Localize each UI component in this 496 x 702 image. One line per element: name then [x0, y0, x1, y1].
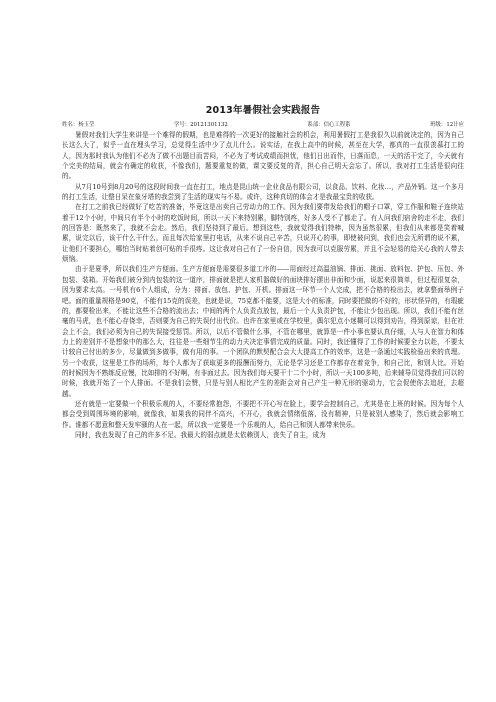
- name-value: 杨玉莹: [78, 122, 95, 128]
- department-label: 系部：: [307, 122, 324, 128]
- student-id-field: [174, 120, 228, 130]
- paragraph: 暑假对我们大学生来讲是一个难得的假期，也是难得的一次更好的接触社会的机会，利用暑假打工是我很久以前就决定的，因为自己长这么大了，似乎一直在埋头学习，总觉得生活中少了点儿什么。说实话，在我上高中的时候，甚至在大学，都真的一直很羡慕打工的人，因为那时我认为他们不必为了做不出题目而苦闷，不必为了考试成绩而担忧，他们日出而作，日落而息，一天的活干完了，今天就有个完美的结局，就会有确定的收获，不像我们，题要重复的做，课文要反复的背，担心自己明天会忘了。所以，我对打工生活是很向往的。: [62, 131, 464, 181]
- paragraph: 从7月10号到8月20号的这段时间我一直在打工，地点是昆山统一企业食品有限公司，以食品、饮料、化妆…，产品外销。这一个多月的打工生活，让整日呆在象牙塔的我尝到了生活的现实与不易。或许，这种真切的体会才是我最宝贵的收获。: [62, 182, 464, 202]
- name-label: 姓名：: [62, 122, 79, 128]
- department-field: [307, 120, 350, 130]
- student-id-value: 20121301132: [190, 122, 228, 128]
- paragraph: 在打工之前我已经做好了吃苦的准备，毕竟这是出卖自己劳动力的工作。因为我们要带发给我们的帽子口罩，穿工作服和鞋子连续站着干12个小时，中间只有半个小时的吃饭时间，所以一天下来特别累，脚特别疼，好多人受不了都走了。有人问我们宿舍的走不走，我们的回答是：既然来了，我就不会走。然后，我们坚持到了最后。想到这些，我就觉得我们特棒，因为虽然很累，但我们从来都是笑着喊累，说完以后，该干什么干什么，而且每次给家里打电话，从来不说自己辛苦，只说开心的事，即使被问到，我们也会无所谓的说不累，让他们不要担心，哪怕当时贴着创可贴的手很疼。这让我对自己有了一份自信，因为我可以克服劳累，并且不会轻易的给关心我的人带去烦恼。: [62, 203, 464, 264]
- class-value: 12计应: [446, 122, 464, 128]
- class-label: 班级：: [430, 122, 447, 128]
- class-field: [430, 120, 464, 130]
- paragraph: 由于是夏季，所以我们生产方便面。生产方便面是需要很多道工序的——用面经过高温油锅、排面、挑面、放料包、护包、压包、外包装、装箱。开始我们被分到内包装的这一道序，排面就是把人家机器做好的面块排好摆出非面和少面，说起来很简单，但过程很复杂，因为要求太高。一号机有6个人组成，分为：排面、放包、护包、开机。排面这一环节一个人完成，把不合格的检出去，就拿整面举例子吧。面的重量规格是90克，不能有15克的误差，也就是说，75克都不能要，这是大小的标准，同时要把做的不好的，形状怪异的，有瑕疵的，都要检出来，不能让这些不合格的流出去；中间的两个人负责点放包，最后一个人负责护包，不能让少包出现。所以，我们不能有丝毫的马虎，也不能心存侥幸，否则要为自己的失误付出代价。也许在家里或在学校里，偶尔犯点小迷糊可以得到劝告，得到原谅，但在社会上不会，我们必须为自己的失误接受惩罚。所以，以后不管做什么事，不管在哪里，就算是一件小事也要认真仔细，人与人在智力和体力上的差别并不是想象中的那么大，往往是一些细节生的动力夫决定事情完成的质量。同时，我还懂得了工作的时候要全力以赴，不要太计较自己付出的多少，尽量做到多做事，做有用的事。一个团队的默契配合会大大提高工作的效率，这是一条通过实践检验出来的真理。另一个收获，这里是工作的场所，每个人都为了获取更多的报酬而努力，无论是学习还是工作都存在着竞争，和自己比，和别人比。开始的时候因为不熟练反应慢，比如排的不好啊，有非面过去。因为我们每天要干十二个小时，所以一天100多吨，后来辅导员觉得我们可以的时候，我就开始了一个人排面。不是我们会赞，只是与别人相比产生的差距会对自己产生一种无形的驱动力，它会促使你去追赶，去超越。: [62, 265, 464, 398]
- student-id-label: 学号：: [173, 122, 191, 128]
- student-info-row: [62, 120, 464, 130]
- document-title: 2013年暑假社会实践报告: [205, 105, 321, 116]
- name-field: [62, 120, 94, 130]
- department-value: 信心工程系: [323, 122, 351, 128]
- report-body: [62, 130, 464, 440]
- paragraph: 同时，我也发现了自己的许多不足。我最大的弱点就是太依赖别人，丧失了自主，成为: [75, 430, 326, 439]
- paragraph: 还有就是一定要做一个积极乐观的人，不要经常抱怨，不要把不开心写在脸上，要学会控制自己，尤其是在上班的时候。因为每个人都会受到周围环境的影响，就像我，如果我的同伴不高兴，不开心，我就会情绪低落，没有精神，只是被别人感染了，然后就会影响工作。谁都不愿意和整天发牢骚的人在一起，所以我一定要是一个乐观的人，给自己和别人都带来快乐。: [62, 399, 464, 429]
